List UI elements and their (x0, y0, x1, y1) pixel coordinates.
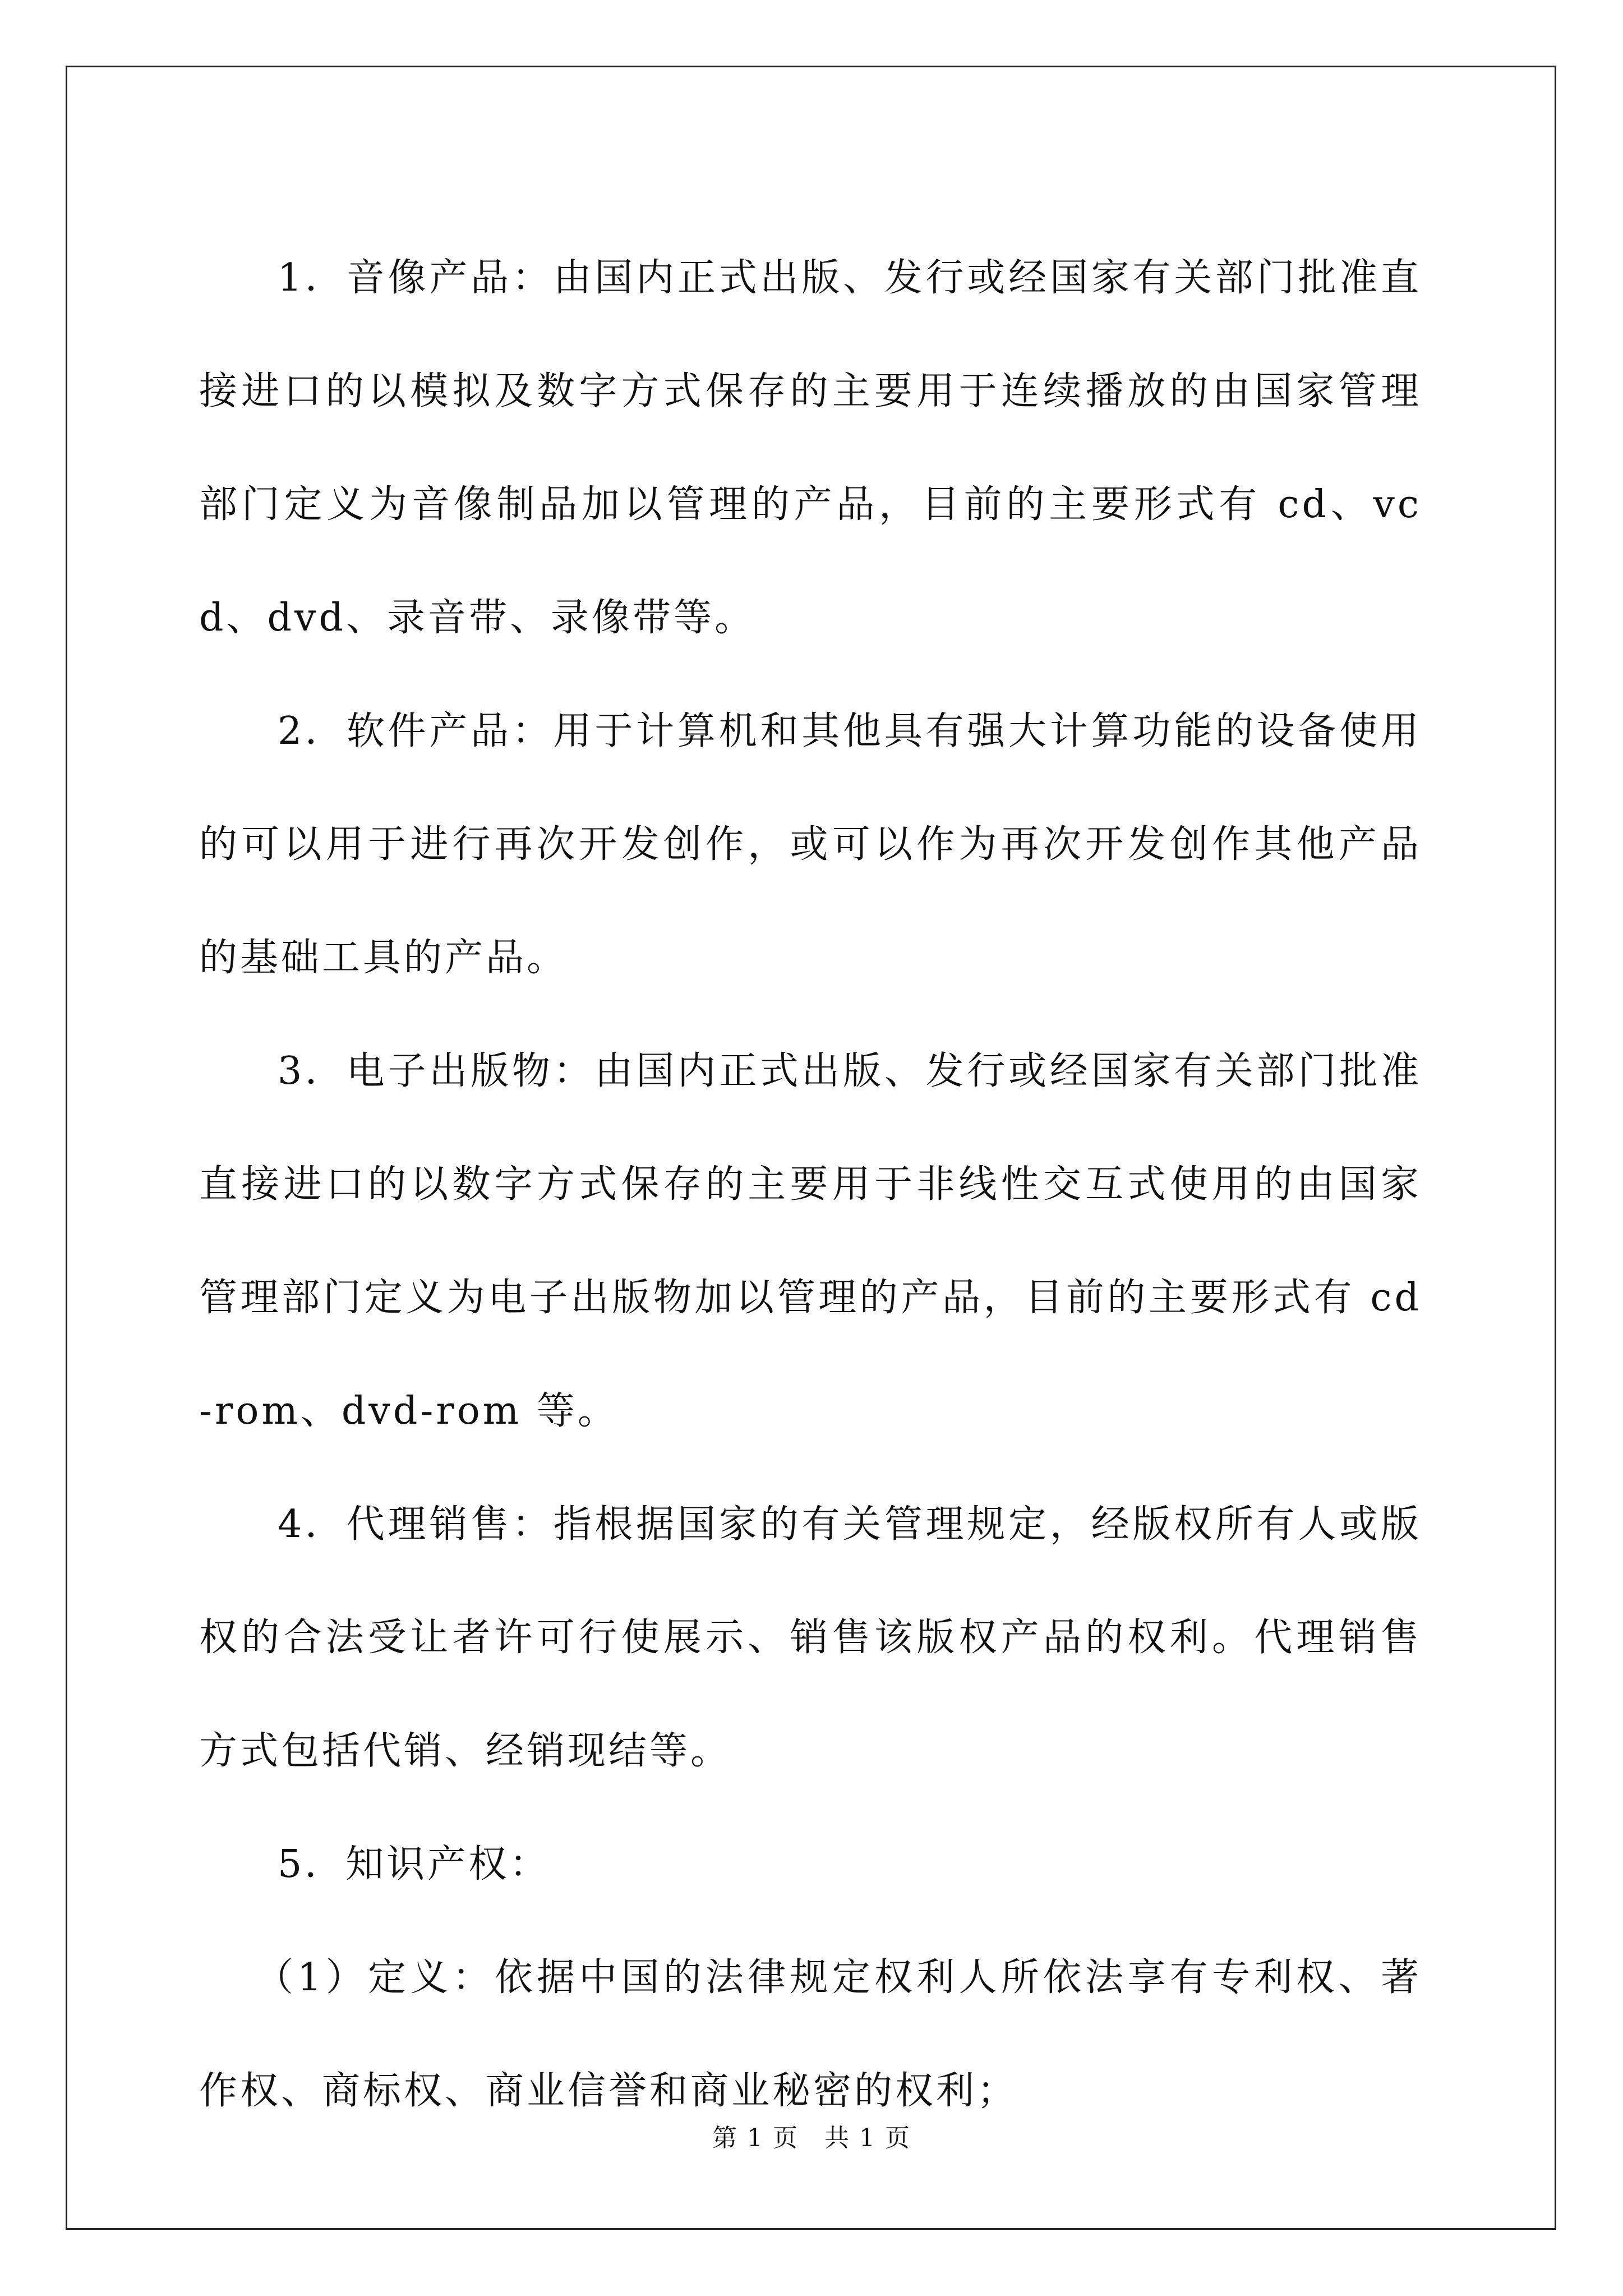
paragraph-agency-sales: 4．代理销售：指根据国家的有关管理规定，经版权所有人或版权的合法受让者许可行使展示、销售该版权产品的权利。代理销售方式包括代销、经销现结等。 (199, 1502, 1422, 1773)
paragraph-ip-definition: （1）定义：依据中国的法律规定权利人所依法享有专利权、著作权、商标权、商业信誉和商业秘密的权利； (199, 1955, 1422, 2113)
paragraph-electronic-publications: 3．电子出版物：由国内正式出版、发行或经国家有关部门批准直接进口的以数字方式保存的主要用于非线性交互式使用的由国家管理部门定义为电子出版物加以管理的产品，目前的主要形式有 cd-rom、dvd-rom 等。 (199, 1049, 1422, 1433)
paragraph-intellectual-property: 5．知识产权： (278, 1842, 551, 1887)
paragraph-audio-video-products: 1．音像产品：由国内正式出版、发行或经国家有关部门批准直接进口的以模拟及数字方式保存的主要用于连续播放的由国家管理部门定义为音像制品加以管理的产品，目前的主要形式有 cd、vcd、dvd、录音带、录像带等。 (199, 256, 1422, 640)
paragraph-software-products: 2．软件产品：用于计算机和其他具有强大计算功能的设备使用的可以用于进行再次开发创作，或可以作为再次开发创作其他产品的基础工具的产品。 (199, 709, 1422, 980)
document-body (199, 222, 1422, 2148)
page-footer: 第 1 页 共 1 页 (712, 2124, 911, 2152)
